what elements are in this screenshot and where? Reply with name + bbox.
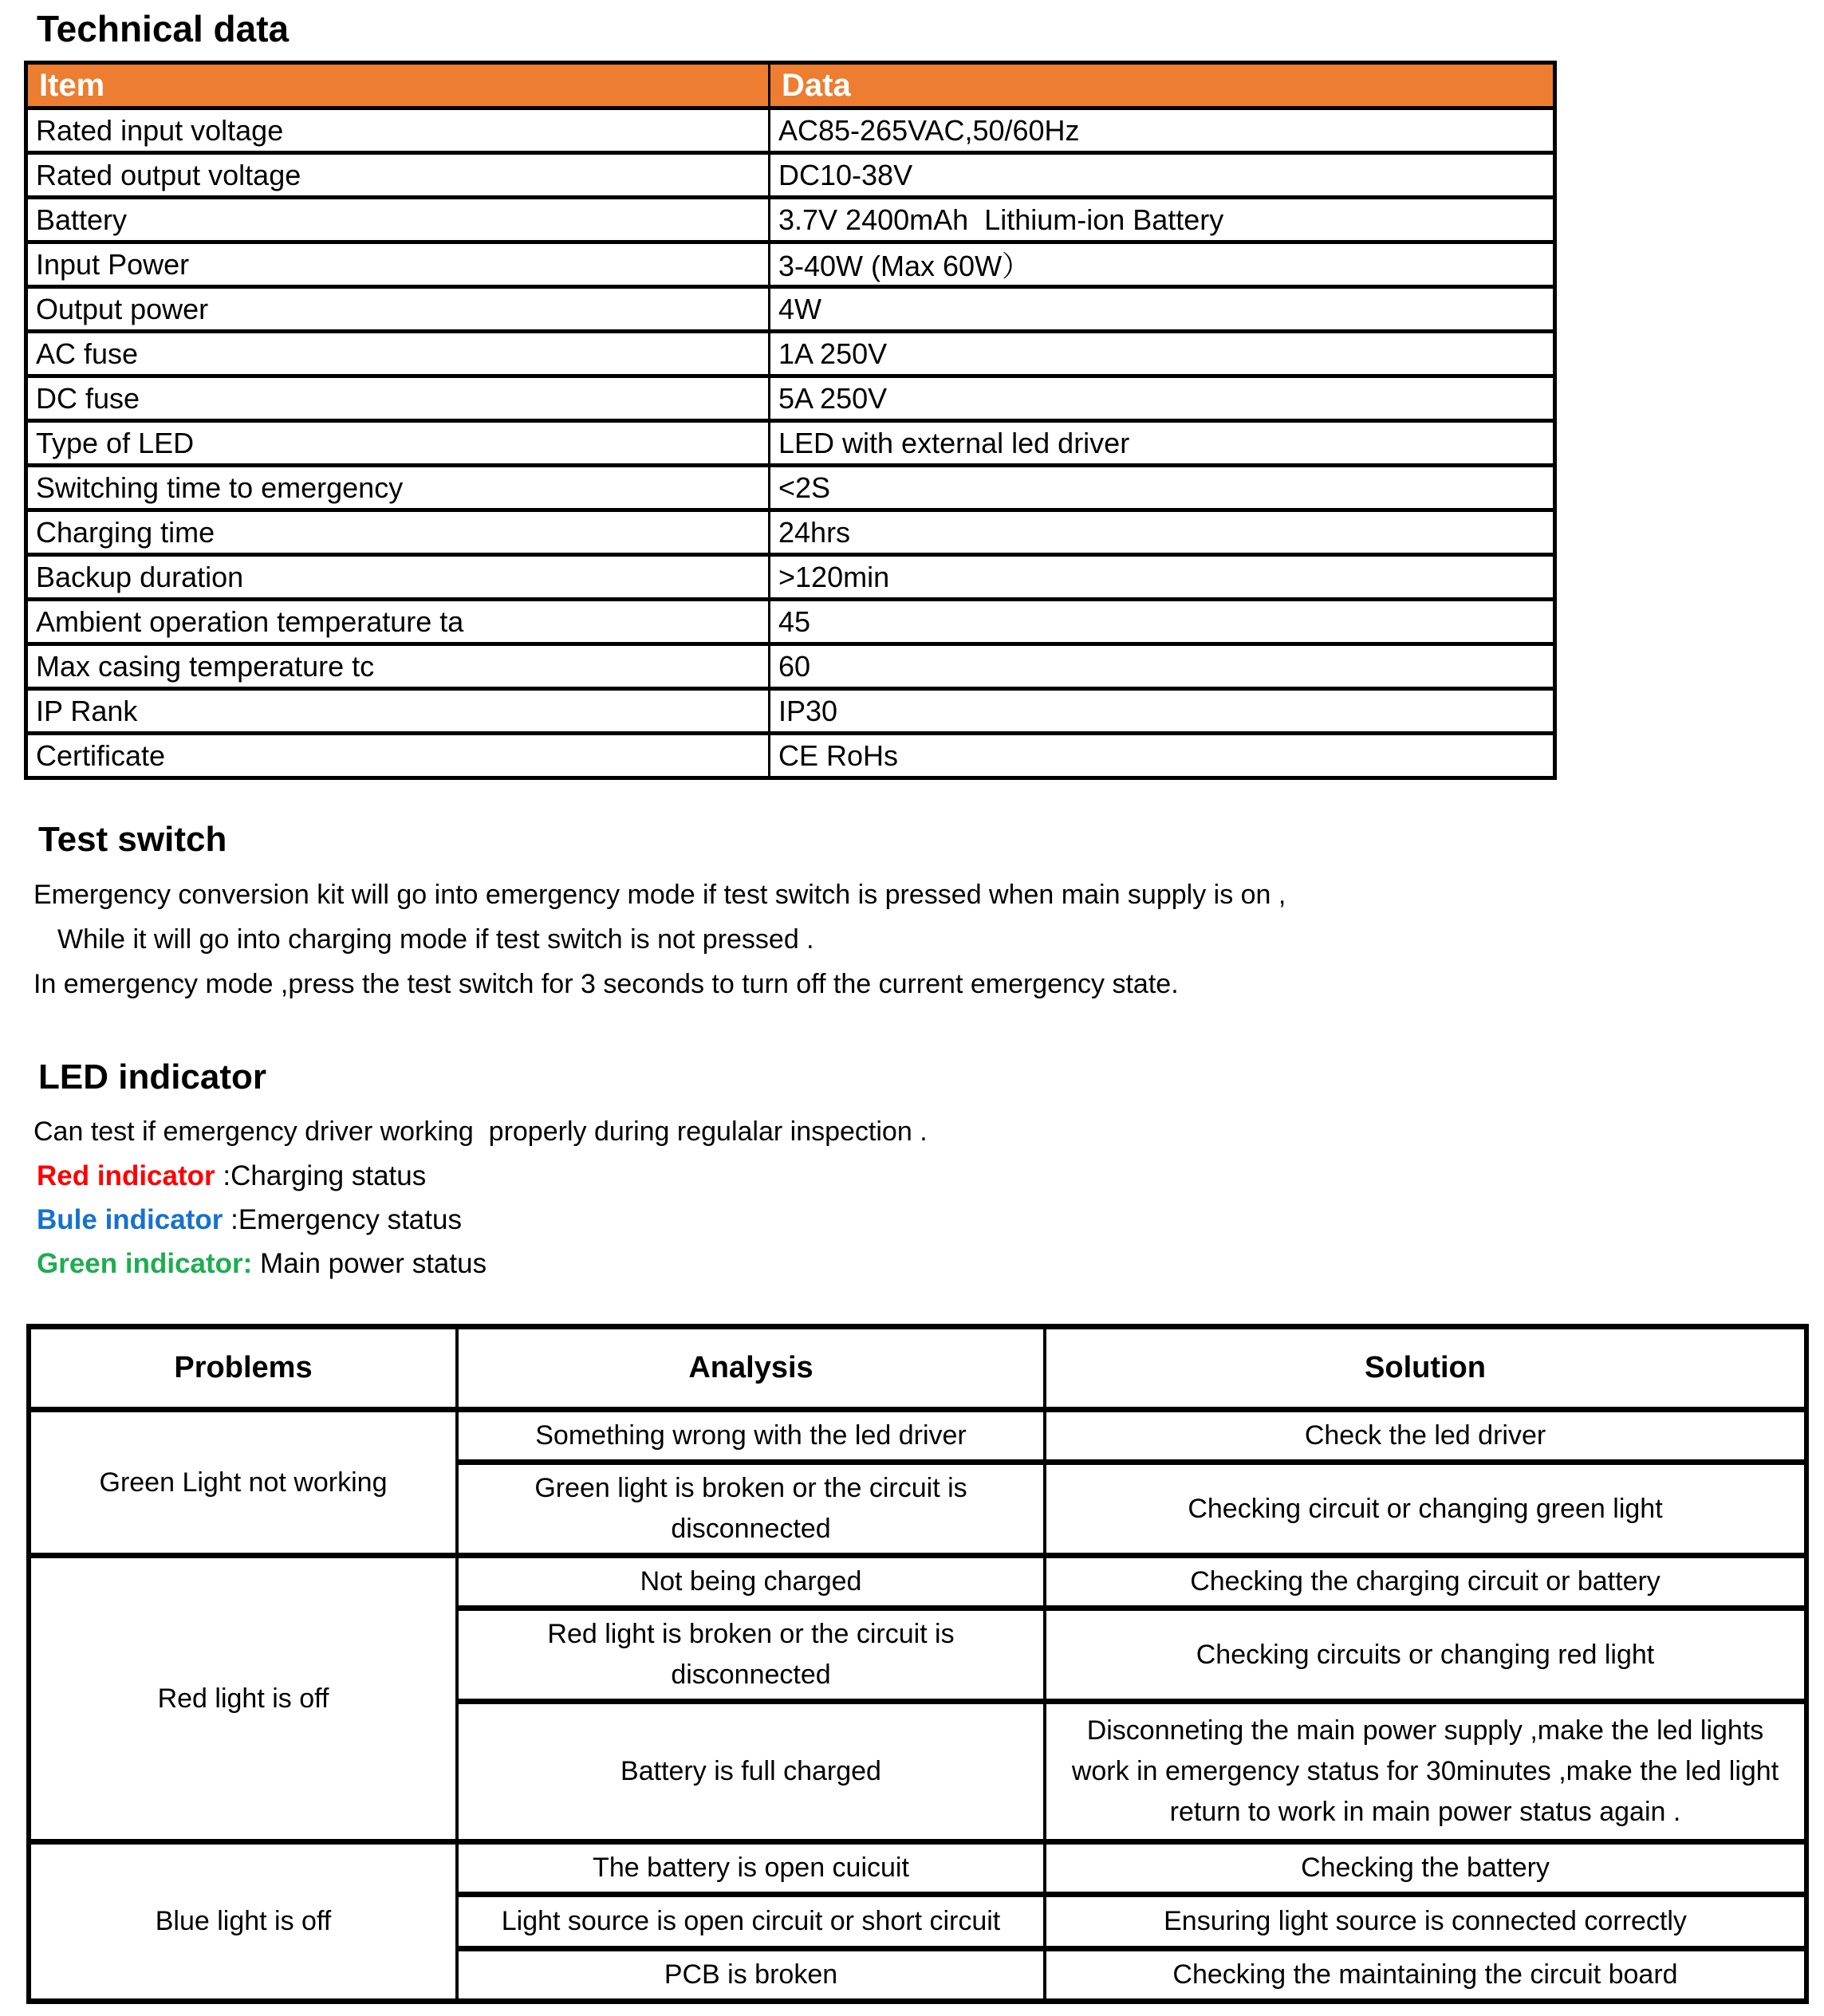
column-header-solution: Solution	[1045, 1327, 1806, 1410]
column-header-item: Item	[26, 63, 770, 108]
item-cell: Rated input voltage	[26, 108, 770, 153]
blue-indicator-text: :Emergency status	[223, 1204, 462, 1235]
table-row	[26, 332, 1555, 376]
blue-indicator-line	[37, 1198, 1824, 1242]
column-header-data: Data	[770, 63, 1555, 108]
problem-cell: Blue light is off	[29, 1842, 457, 2002]
item-cell: Backup duration	[26, 555, 770, 600]
analysis-cell: Battery is full charged	[457, 1702, 1045, 1842]
table-row	[26, 734, 1555, 778]
solution-cell: Disconneting the main power supply ,make the led lights work in emergency status for 30minutes ,make the led light return to work in main power status again .	[1045, 1702, 1806, 1842]
table-row	[26, 421, 1555, 466]
solution-cell: Checking the battery	[1045, 1842, 1806, 1895]
green-indicator-line	[37, 1242, 1824, 1286]
solution-cell: Check the led driver	[1045, 1410, 1806, 1463]
page-title: Technical data	[37, 8, 290, 49]
table-row	[26, 689, 1555, 734]
table-row	[26, 108, 1555, 153]
green-indicator-text: Main power status	[252, 1248, 487, 1279]
solution-cell: Checking the maintaining the circuit board	[1045, 1949, 1806, 2002]
analysis-cell: Something wrong with the led driver	[457, 1410, 1045, 1463]
tech-table-header-row	[26, 63, 1555, 108]
item-cell: Output power	[26, 287, 770, 332]
data-cell: DC10-38V	[770, 153, 1555, 198]
technical-data-table	[24, 61, 1557, 780]
data-cell: AC85-265VAC,50/60Hz	[770, 108, 1555, 153]
table-row	[26, 287, 1555, 332]
data-cell: 3.7V 2400mAh Lithium-ion Battery	[770, 198, 1555, 242]
data-cell: >120min	[770, 555, 1555, 600]
data-cell: <2S	[770, 466, 1555, 510]
table-row	[26, 466, 1555, 510]
section-heading-test-switch: Test switch	[38, 820, 227, 859]
test-switch-line: While it will go into charging mode if test switch is not pressed .	[57, 924, 814, 955]
item-cell: IP Rank	[26, 689, 770, 734]
item-cell: Battery	[26, 198, 770, 242]
test-switch-line: Emergency conversion kit will go into emergency mode if test switch is pressed when main supply is on ,	[33, 880, 1286, 910]
analysis-cell: Red light is broken or the circuit is disconnected	[457, 1608, 1045, 1702]
table-row	[26, 600, 1555, 644]
solution-cell: Ensuring light source is connected correctly	[1045, 1895, 1806, 1949]
data-cell: 4W	[770, 287, 1555, 332]
red-indicator-text: :Charging status	[215, 1160, 427, 1191]
green-indicator-label: Green indicator:	[37, 1248, 253, 1279]
problem-cell: Green Light not working	[29, 1410, 457, 1556]
item-cell: DC fuse	[26, 376, 770, 421]
table-row	[29, 1410, 1806, 1463]
table-row	[29, 1556, 1806, 1608]
table-row	[26, 198, 1555, 242]
section-heading-led-indicator: LED indicator	[38, 1057, 267, 1097]
table-row	[26, 510, 1555, 555]
item-cell: Certificate	[26, 734, 770, 778]
data-cell: CE RoHs	[770, 734, 1555, 778]
data-cell: IP30	[770, 689, 1555, 734]
data-cell: 5A 250V	[770, 376, 1555, 421]
solution-cell: Checking circuit or changing green light	[1045, 1463, 1806, 1556]
column-header-analysis: Analysis	[457, 1327, 1045, 1410]
table-row	[26, 644, 1555, 689]
table-row	[29, 1842, 1806, 1895]
analysis-cell: Not being charged	[457, 1556, 1045, 1608]
data-cell: 3-40W (Max 60W）	[770, 242, 1555, 287]
data-cell: 60	[770, 644, 1555, 689]
led-indicator-intro: Can test if emergency driver working properly during regulalar inspection .	[33, 1116, 928, 1147]
red-indicator-line	[37, 1154, 1824, 1198]
data-cell: 45	[770, 600, 1555, 644]
item-cell: Ambient operation temperature ta	[26, 600, 770, 644]
item-cell: Input Power	[26, 242, 770, 287]
test-switch-line: In emergency mode ,press the test switch for 3 seconds to turn off the current emergency state.	[33, 969, 1179, 999]
analysis-cell: The battery is open cuicuit	[457, 1842, 1045, 1895]
column-header-problems: Problems	[29, 1327, 457, 1410]
table-row	[26, 153, 1555, 198]
data-cell: 1A 250V	[770, 332, 1555, 376]
data-cell: 24hrs	[770, 510, 1555, 555]
item-cell: Type of LED	[26, 421, 770, 466]
item-cell: Max casing temperature tc	[26, 644, 770, 689]
data-cell: LED with external led driver	[770, 421, 1555, 466]
analysis-cell: Green light is broken or the circuit is disconnected	[457, 1463, 1045, 1556]
table-row	[26, 242, 1555, 287]
item-cell: Charging time	[26, 510, 770, 555]
trouble-table-header-row	[29, 1327, 1806, 1410]
solution-cell: Checking circuits or changing red light	[1045, 1608, 1806, 1702]
table-row	[26, 555, 1555, 600]
troubleshooting-table	[26, 1324, 1809, 2004]
solution-cell: Checking the charging circuit or battery	[1045, 1556, 1806, 1608]
red-indicator-label: Red indicator	[37, 1160, 215, 1191]
table-row	[26, 376, 1555, 421]
problem-cell: Red light is off	[29, 1556, 457, 1842]
item-cell: AC fuse	[26, 332, 770, 376]
blue-indicator-label: Bule indicator	[37, 1204, 223, 1235]
analysis-cell: Light source is open circuit or short circuit	[457, 1895, 1045, 1949]
item-cell: Switching time to emergency	[26, 466, 770, 510]
item-cell: Rated output voltage	[26, 153, 770, 198]
analysis-cell: PCB is broken	[457, 1949, 1045, 2002]
